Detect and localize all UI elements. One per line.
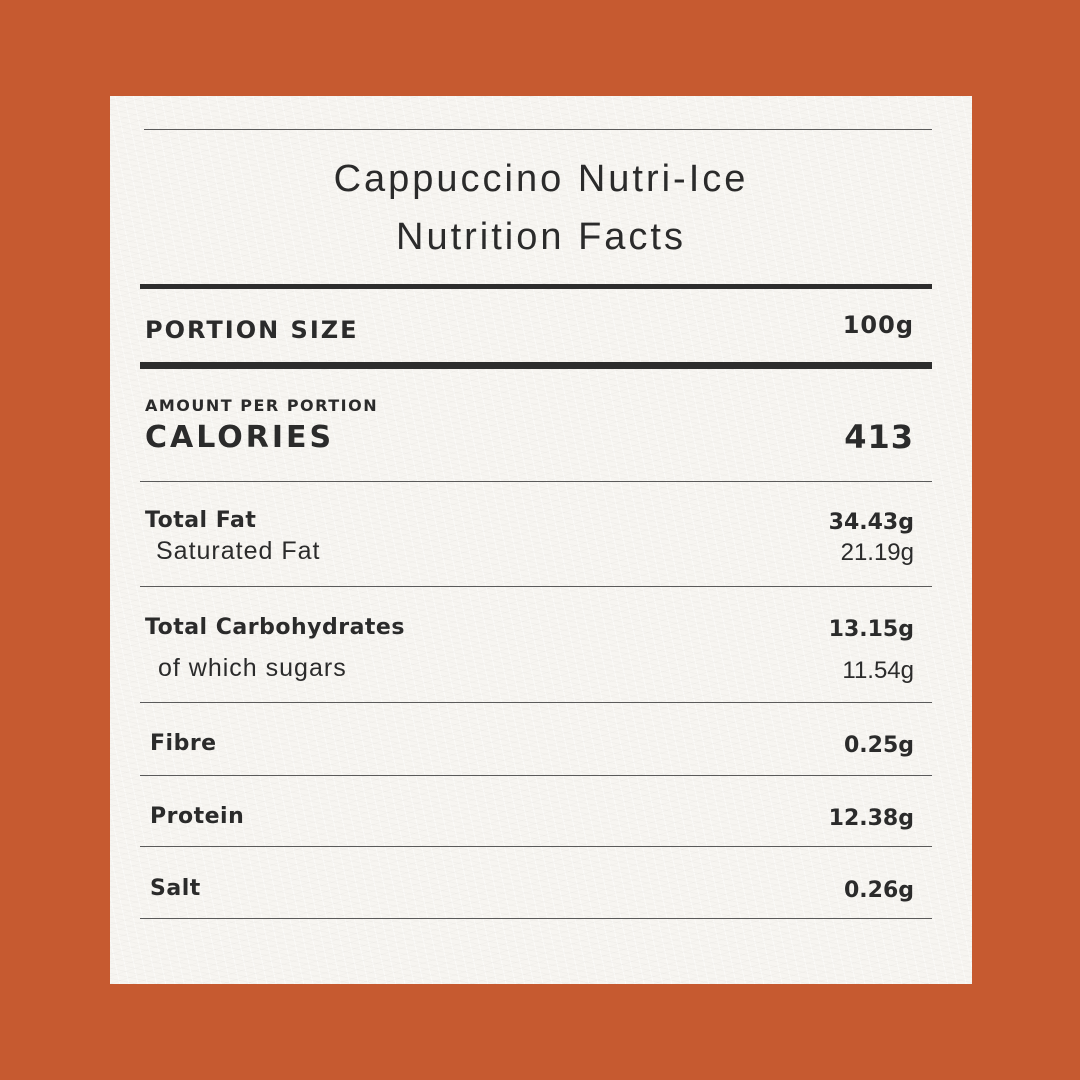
protein-divider [140, 846, 932, 847]
salt-label: Salt [150, 876, 201, 901]
calories-divider [140, 481, 932, 482]
salt-value: 0.26g [843, 878, 914, 903]
calories-value: 413 [844, 418, 914, 456]
total-carbohydrates-label: Total Carbohydrates [145, 615, 405, 640]
bottom-divider [140, 918, 932, 919]
panel-title: Nutrition Facts [396, 216, 686, 258]
saturated-fat-label: Saturated Fat [156, 537, 321, 565]
fibre-value: 0.25g [843, 733, 914, 758]
portion-size-value: 100g [842, 311, 914, 339]
sugars-value: 11.54g [842, 657, 914, 684]
total-fat-value: 34.43g [828, 510, 914, 535]
carbohydrates-divider [140, 702, 932, 703]
total-carbohydrates-value: 13.15g [828, 617, 914, 642]
total-fat-label: Total Fat [145, 508, 257, 533]
protein-label: Protein [150, 804, 245, 829]
sugars-label: of which sugars [158, 654, 347, 682]
top-divider [144, 129, 932, 130]
protein-value: 12.38g [828, 806, 914, 831]
fat-divider [140, 586, 932, 587]
nutrition-card [110, 96, 972, 984]
portion-size-label: PORTION SIZE [145, 316, 359, 344]
heading-divider [140, 284, 932, 289]
fibre-label: Fibre [150, 731, 217, 756]
product-title: Cappuccino Nutri-Ice [333, 158, 749, 200]
amount-per-portion-caption: AMOUNT PER PORTION [145, 396, 379, 415]
saturated-fat-value: 21.19g [840, 539, 914, 566]
fibre-divider [140, 775, 932, 776]
portion-divider [140, 362, 932, 369]
calories-label: CALORIES [145, 420, 335, 455]
